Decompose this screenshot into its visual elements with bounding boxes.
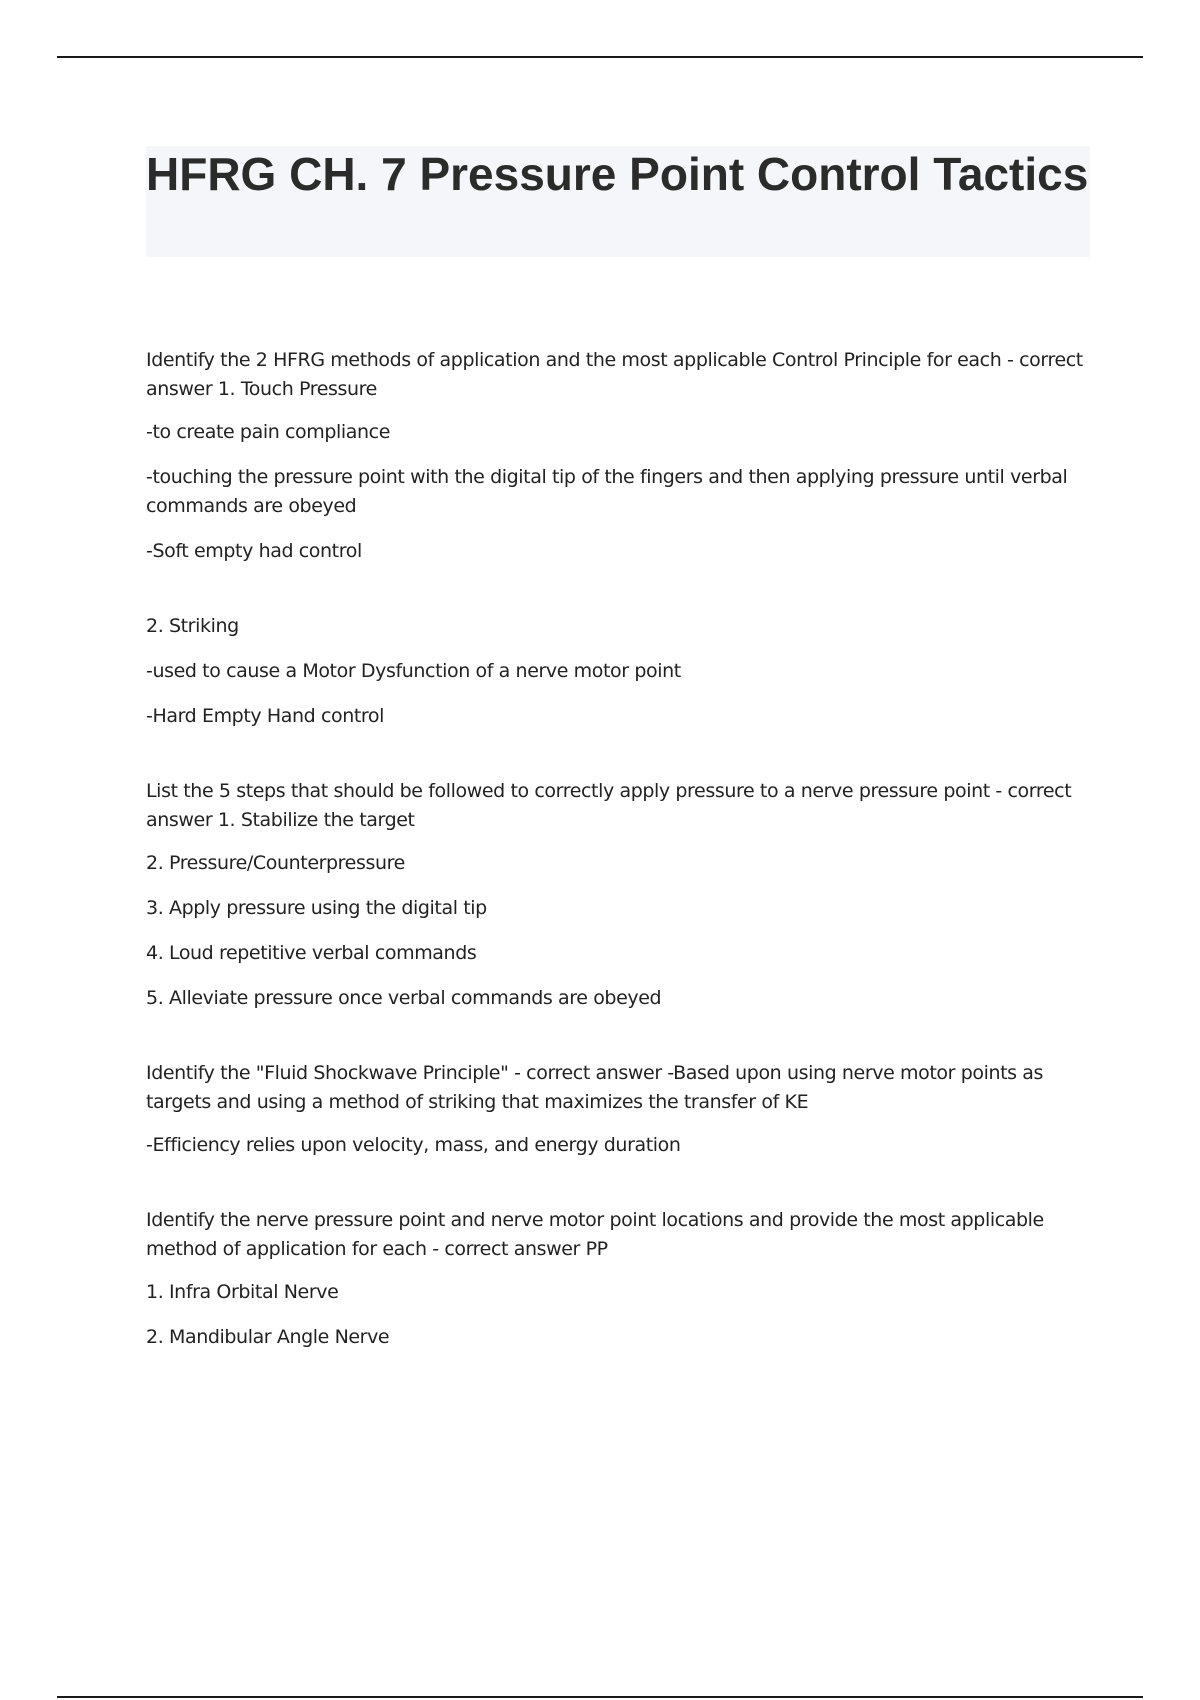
footer-rule	[57, 1696, 1143, 1698]
qa-block-fluid-shockwave	[146, 1059, 1090, 1160]
qa-block-methods	[146, 346, 1090, 566]
question-paragraph: List the 5 steps that should be followed to correctly apply pressure to a nerve pressure point - correct answer 1. Stabilize the target	[146, 780, 1072, 831]
qa-block-striking	[146, 612, 1090, 731]
document-title: HFRG CH. 7 Pressure Point Control Tactics	[146, 148, 1089, 200]
qa-block-five-steps	[146, 777, 1090, 1013]
answer-line: -touching the pressure point with the digital tip of the fingers and then applying pressure until verbal commands are obeyed	[146, 466, 1068, 517]
qa-block-locations	[146, 1206, 1090, 1352]
question-paragraph: Identify the nerve pressure point and nerve motor point locations and provide the most applicable method of application for each - correct answer PP	[146, 1209, 1044, 1260]
answer-line: 2. Pressure/Counterpressure	[146, 852, 405, 874]
answer-line: 5. Alleviate pressure once verbal commands are obeyed	[146, 987, 662, 1009]
answer-line: 2. Mandibular Angle Nerve	[146, 1326, 390, 1348]
document-body	[146, 146, 1090, 1398]
question-paragraph: Identify the "Fluid Shockwave Principle" - correct answer -Based upon using nerve motor points as targets and using a method of striking that maximizes the transfer of KE	[146, 1062, 1044, 1113]
answer-line: 3. Apply pressure using the digital tip	[146, 897, 487, 919]
answer-line: -Soft empty had control	[146, 540, 362, 562]
title-banner	[146, 146, 1090, 257]
answer-line: -Efficiency relies upon velocity, mass, and energy duration	[146, 1134, 681, 1156]
answer-line: -Hard Empty Hand control	[146, 705, 385, 727]
question-paragraph: Identify the 2 HFRG methods of application and the most applicable Control Principle for each - correct answer 1. Touch Pressure	[146, 349, 1083, 400]
header-rule	[57, 56, 1143, 58]
qa-list	[146, 346, 1090, 1352]
answer-line: 4. Loud repetitive verbal commands	[146, 942, 477, 964]
answer-line: 2. Striking	[146, 615, 239, 637]
answer-line: -used to cause a Motor Dysfunction of a nerve motor point	[146, 660, 681, 682]
answer-line: 1. Infra Orbital Nerve	[146, 1281, 339, 1303]
answer-line: -to create pain compliance	[146, 421, 391, 443]
